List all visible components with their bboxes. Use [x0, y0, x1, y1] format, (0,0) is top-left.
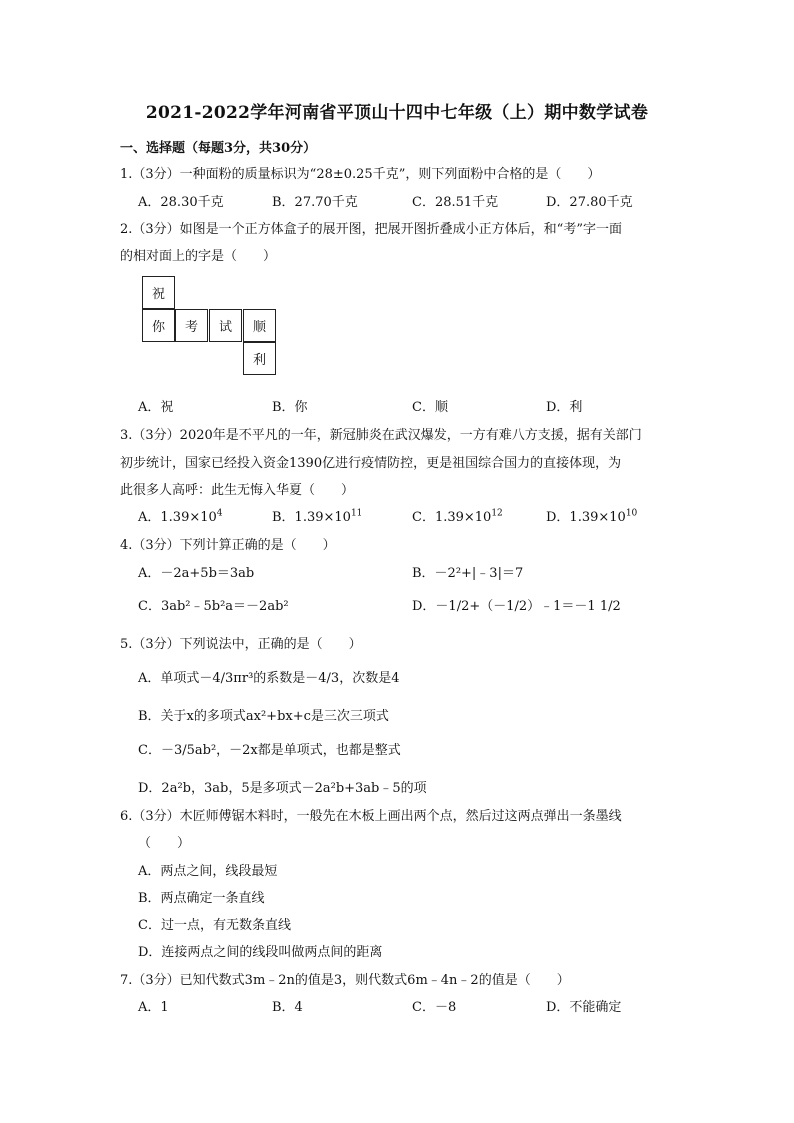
question-4-stem: 4.（3分）下列计算正确的是（ ） [120, 538, 336, 553]
q2-option-d: D．利 [546, 400, 583, 415]
question-3-stem-line1: 3.（3分）2020年是不平凡的一年，新冠肺炎在武汉爆发，一方有难八方支援，据有关部门 [120, 428, 642, 443]
question-6-stem-line1: 6.（3分）木匠师傅锯木料时，一般先在木板上画出两个点，然后过这两点弹出一条墨线 [120, 809, 622, 824]
page-title: 2021-2022学年河南省平顶山十四中七年级（上）期中数学试卷 [145, 103, 649, 123]
question-5-stem: 5.（3分）下列说法中，正确的是（ ） [120, 637, 362, 652]
section-heading: 一、选择题（每题3分，共30分） [120, 141, 317, 156]
question-7-stem: 7.（3分）已知代数式3m﹣2n的值是3，则代数式6m﹣4n﹣2的值是（ ） [120, 973, 570, 988]
q5-option-b: B．关于x的多项式ax²+bx+c是三次三项式 [138, 709, 389, 724]
q6-option-d: D．连接两点之间的线段叫做两点间的距离 [138, 945, 383, 960]
question-1-stem: 1.（3分）一种面粉的质量标识为“28±0.25千克”，则下列面粉中合格的是（ ） [120, 167, 601, 182]
net-cell: 顺 [243, 309, 276, 342]
q3-option-a: A．$1.39\times 10^4$ [138, 508, 223, 525]
q4-option-c: C．3ab²﹣5b²a＝－2ab² [138, 599, 289, 614]
q2-option-a: A．祝 [138, 400, 174, 415]
q5-option-c: C．－3/5ab²，－2x都是单项式，也都是整式 [138, 743, 401, 758]
net-cell: 试 [209, 309, 242, 342]
net-cell: 你 [142, 309, 175, 342]
q7-option-b: B．4 [272, 1000, 303, 1015]
question-3-stem-line2: 初步统计，国家已经投入资金1390亿进行疫情防控，更是祖国综合国力的直接体现，为 [120, 456, 622, 471]
question-6-stem-line2: （ ） [138, 836, 191, 851]
q3-option-c: C．$1.39\times 10^{12}$ [412, 508, 503, 525]
q1-option-c: C．28.51千克 [412, 195, 499, 210]
q1-option-b: B．27.70千克 [272, 195, 358, 210]
q1-option-a: A．28.30千克 [138, 195, 224, 210]
q2-option-c: C．顺 [412, 400, 448, 415]
q7-option-c: C．－8 [412, 1000, 457, 1015]
q6-option-a: A．两点之间，线段最短 [138, 864, 278, 879]
q6-option-c: C．过一点，有无数条直线 [138, 918, 291, 933]
q3-option-d: D．$1.39\times 10^{10}$ [546, 508, 638, 525]
q5-option-a: A．单项式－4/3πr³的系数是－4/3，次数是4 [138, 671, 400, 686]
q5-option-d: D．2a²b，3ab，5是多项式－2a²b+3ab﹣5的项 [138, 781, 427, 796]
question-3-stem-line3: 此很多人高呼：此生无悔入华夏（ ） [120, 483, 355, 498]
q3-option-b: B．$1.39\times 10^{11}$ [272, 508, 363, 525]
q4-option-d: D．－1/2+（－1/2）﹣1＝－1 1/2 [412, 599, 621, 614]
q4-option-b: B．－2²+|﹣3|＝7 [412, 566, 524, 581]
q7-option-a: A．1 [138, 1000, 169, 1015]
net-cell: 利 [243, 342, 276, 375]
q6-option-b: B．两点确定一条直线 [138, 891, 265, 906]
q4-option-a: A．－2a+5b＝3ab [138, 566, 255, 581]
question-2-stem-line2: 的相对面上的字是（ ） [120, 249, 277, 264]
question-2-stem-line1: 2.（3分）如图是一个正方体盒子的展开图，把展开图折叠成小正方体后，和“考”字一面 [120, 222, 622, 237]
net-cell: 考 [175, 309, 208, 342]
q7-option-d: D．不能确定 [546, 1000, 622, 1015]
net-cell: 祝 [142, 276, 175, 309]
q1-option-d: D．27.80千克 [546, 195, 633, 210]
q2-option-b: B．你 [272, 400, 308, 415]
